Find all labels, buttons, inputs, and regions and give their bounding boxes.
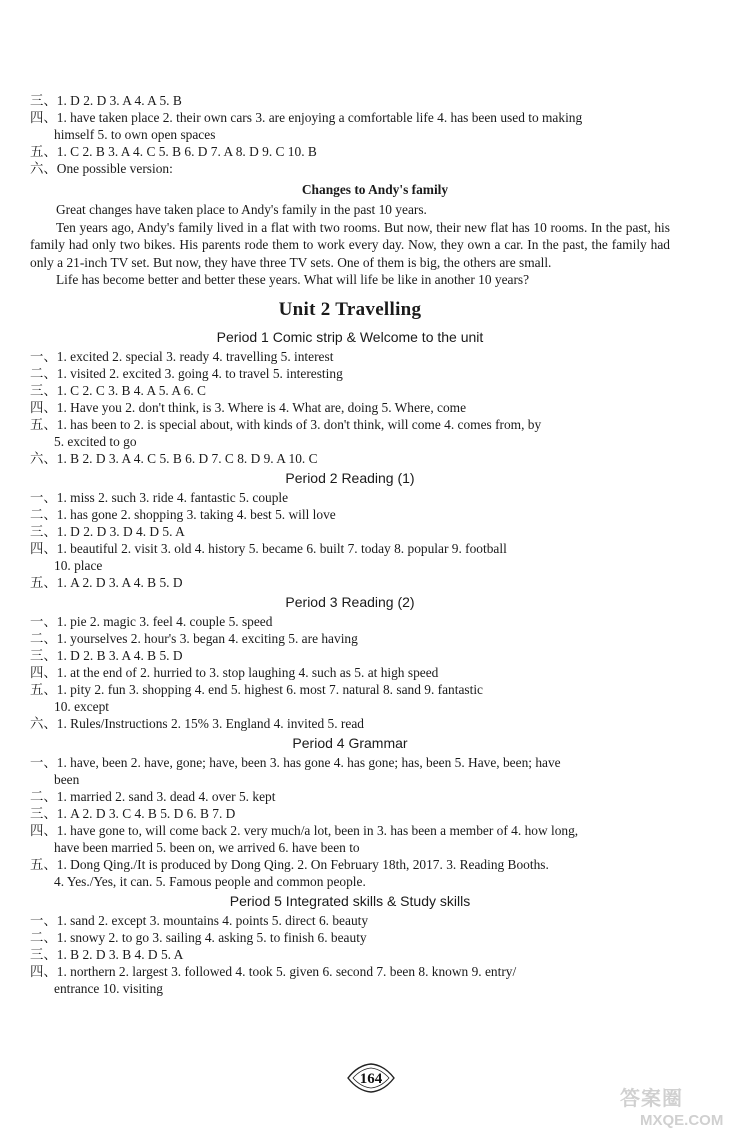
answer-line: 四、1. have gone to, will come back 2. very much/a lot, been in 3. has been a member of 4. how long,: [30, 822, 579, 838]
period-title: Period 4 Grammar: [292, 734, 408, 751]
answer-line: 三、1. C 2. C 3. B 4. A 5. A 6. C: [30, 382, 206, 398]
answer-line-continued: 5. excited to go: [54, 433, 137, 449]
answer-key-page: [30, 92, 670, 997]
answer-line: 六、1. Rules/Instructions 2. 15% 3. England 4. invited 5. read: [30, 715, 364, 731]
essay-paragraph: Great changes have taken place to Andy's family in the past 10 years.: [56, 202, 427, 217]
answer-line: 二、1. has gone 2. shopping 3. taking 4. best 5. will love: [30, 506, 336, 522]
watermark-logo: 答案圈: [620, 1088, 683, 1110]
answer-line: 四、1. have taken place 2. their own cars 3. are enjoying a comfortable life 4. has been used to making: [30, 110, 583, 125]
answer-line: 二、1. married 2. sand 3. dead 4. over 5. kept: [30, 788, 276, 804]
unit-title: Unit 2 Travelling: [278, 298, 422, 320]
answer-line: 三、1. A 2. D 3. C 4. B 5. D 6. B 7. D: [30, 805, 236, 821]
essay-title: Changes to Andy's family: [301, 182, 449, 197]
answer-line: 一、1. excited 2. special 3. ready 4. travelling 5. interest: [30, 348, 334, 364]
answer-line: 六、One possible version:: [30, 161, 173, 176]
page-number-badge: [344, 1061, 398, 1095]
answer-line: 六、1. B 2. D 3. A 4. C 5. B 6. D 7. C 8. D 9. A 10. C: [30, 450, 318, 466]
answer-line-continued: himself 5. to own open spaces: [54, 127, 216, 142]
answer-line: 四、1. at the end of 2. hurried to 3. stop laughing 4. such as 5. at high speed: [30, 664, 439, 680]
watermark-url: MXQE.COM: [640, 1112, 724, 1129]
answer-line: 三、1. D 2. B 3. A 4. B 5. D: [30, 647, 183, 663]
answer-line: 五、1. A 2. D 3. A 4. B 5. D: [30, 574, 183, 590]
answer-line: 四、1. northern 2. largest 3. followed 4. took 5. given 6. second 7. been 8. known 9. entry/: [30, 963, 517, 979]
answer-line: 二、1. yourselves 2. hour's 3. began 4. exciting 5. are having: [30, 630, 358, 646]
answer-line: 三、1. D 2. D 3. A 4. A 5. B: [30, 93, 182, 108]
answer-line: 二、1. snowy 2. to go 3. sailing 4. asking 5. to finish 6. beauty: [30, 929, 367, 945]
answer-line: 三、1. B 2. D 3. B 4. D 5. A: [30, 946, 184, 962]
answer-line: 一、1. sand 2. except 3. mountains 4. points 5. direct 6. beauty: [30, 912, 369, 928]
answer-line: 一、1. pie 2. magic 3. feel 4. couple 5. speed: [30, 613, 273, 629]
answer-line-continued: 4. Yes./Yes, it can. 5. Famous people and common people.: [54, 873, 366, 889]
answer-line-continued: have been married 5. been on, we arrived 6. have been to: [54, 839, 360, 855]
answer-line: 五、1. has been to 2. is special about, with kinds of 3. don't think, will come 4. comes from, by: [30, 416, 542, 432]
answer-line-continued: been: [54, 771, 80, 787]
answer-line-continued: entrance 10. visiting: [54, 980, 163, 996]
essay-paragraph: Ten years ago, Andy's family lived in a flat with two rooms. But now, their new flat has 10 rooms. In the past, his family had only two bikes. His parents rode them to work every day. Now, they own a car. In the past, the family had only a 21-inch TV set. But now, they have three TV sets. One of them is big, the others are small.: [30, 219, 670, 270]
answer-line: 五、1. pity 2. fun 3. shopping 4. end 5. highest 6. most 7. natural 8. sand 9. fantastic: [30, 681, 483, 697]
answer-line: 三、1. D 2. D 3. D 4. D 5. A: [30, 523, 185, 539]
answer-line-continued: 10. place: [54, 557, 103, 573]
period-title: Period 3 Reading (2): [285, 593, 415, 610]
page-number: 164: [359, 1071, 383, 1087]
page-number-ornament-icon: [344, 1061, 398, 1095]
period-title: Period 1 Comic strip & Welcome to the unit: [216, 328, 484, 345]
answer-line: 四、1. beautiful 2. visit 3. old 4. history 5. became 6. built 7. today 8. popular 9. football: [30, 540, 507, 556]
answer-line: 四、1. Have you 2. don't think, is 3. Where is 4. What are, doing 5. Where, come: [30, 399, 467, 415]
period-title: Period 5 Integrated skills & Study skills: [229, 892, 471, 909]
essay-paragraph: Life has become better and better these years. What will life be like in another 10 years?: [56, 272, 530, 287]
answer-line-continued: 10. except: [54, 698, 110, 714]
answer-line: 一、1. have, been 2. have, gone; have, been 3. has gone 4. has gone; has, been 5. Have, been; have: [30, 754, 561, 770]
answer-line: 一、1. miss 2. such 3. ride 4. fantastic 5. couple: [30, 489, 289, 505]
answer-line: 五、1. Dong Qing./It is produced by Dong Qing. 2. On February 18th, 2017. 3. Reading Booths.: [30, 856, 549, 872]
period-title: Period 2 Reading (1): [285, 469, 415, 486]
answer-line: 五、1. C 2. B 3. A 4. C 5. B 6. D 7. A 8. D 9. C 10. B: [30, 144, 317, 159]
answer-line: 二、1. visited 2. excited 3. going 4. to travel 5. interesting: [30, 365, 343, 381]
